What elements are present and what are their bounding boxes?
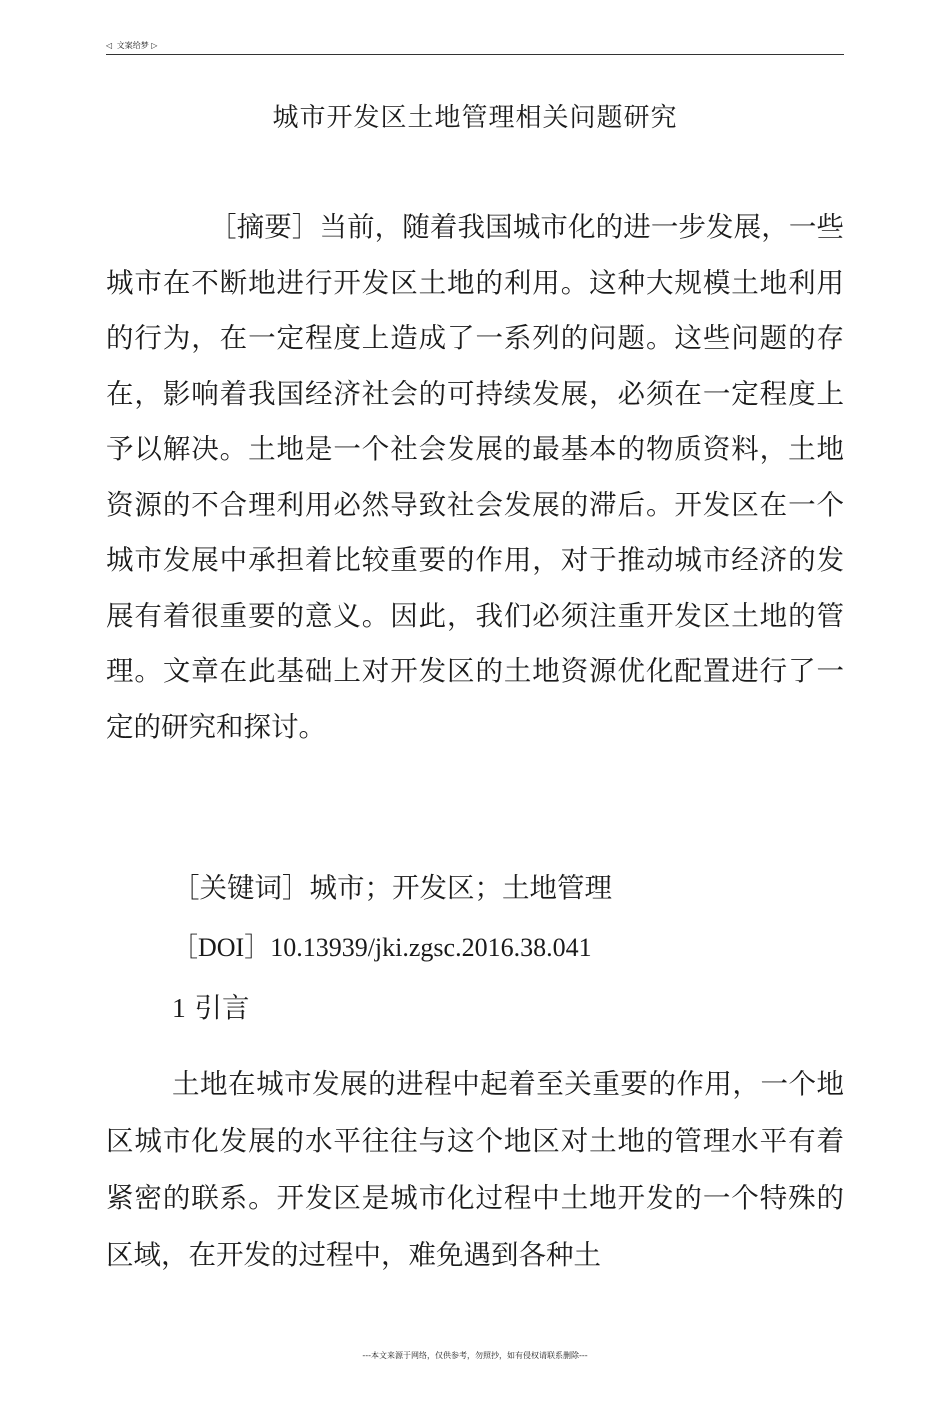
right-triangle-icon: ▷: [151, 41, 158, 50]
left-triangle-icon: ◁: [106, 41, 113, 50]
document-title: 城市开发区土地管理相关问题研究: [272, 103, 678, 133]
page-header: [106, 40, 844, 55]
abstract-paragraph: ［摘要］当前，随着我国城市化的进一步发展，一些城市在不断地进行开发区土地的利用。这种大规模土地利用的行为，在一定程度上造成了一系列的问题。这些问题的存在，影响着我国经济社会的可持续发展，必须在一定程度上予以解决。土地是一个社会发展的最基本的物质资料，土地资源的不合理利用必然导致社会发展的滞后。开发区在一个城市发展中承担着比较重要的作用，对于推动城市经济的发展有着很重要的意义。因此，我们必须注重开发区土地的管理。文章在此基础上对开发区的土地资源优化配置进行了一定的研究和探讨。: [106, 211, 844, 743]
doi-line: ［DOI］10.13939/jki.zgsc.2016.38.041: [172, 933, 592, 962]
section-number: 1: [172, 992, 186, 1023]
page-footer: ---本文来源于网络，仅供参考，勿照抄，如有侵权请联系删除---: [362, 1351, 588, 1360]
header-site-name: 文案给梦: [116, 41, 149, 50]
intro-paragraph: 土地在城市发展的进程中起着至关重要的作用，一个地区城市化发展的水平往往与这个地区对土地的管理水平有着紧密的联系。开发区是城市化过程中土地开发的一个特殊的区域，在开发的过程中，难免遇到各种土: [106, 1068, 844, 1271]
section-heading: [172, 988, 250, 1028]
section-title: 引言: [194, 992, 250, 1024]
keywords-line: ［关键词］城市；开发区；土地管理: [172, 872, 612, 904]
